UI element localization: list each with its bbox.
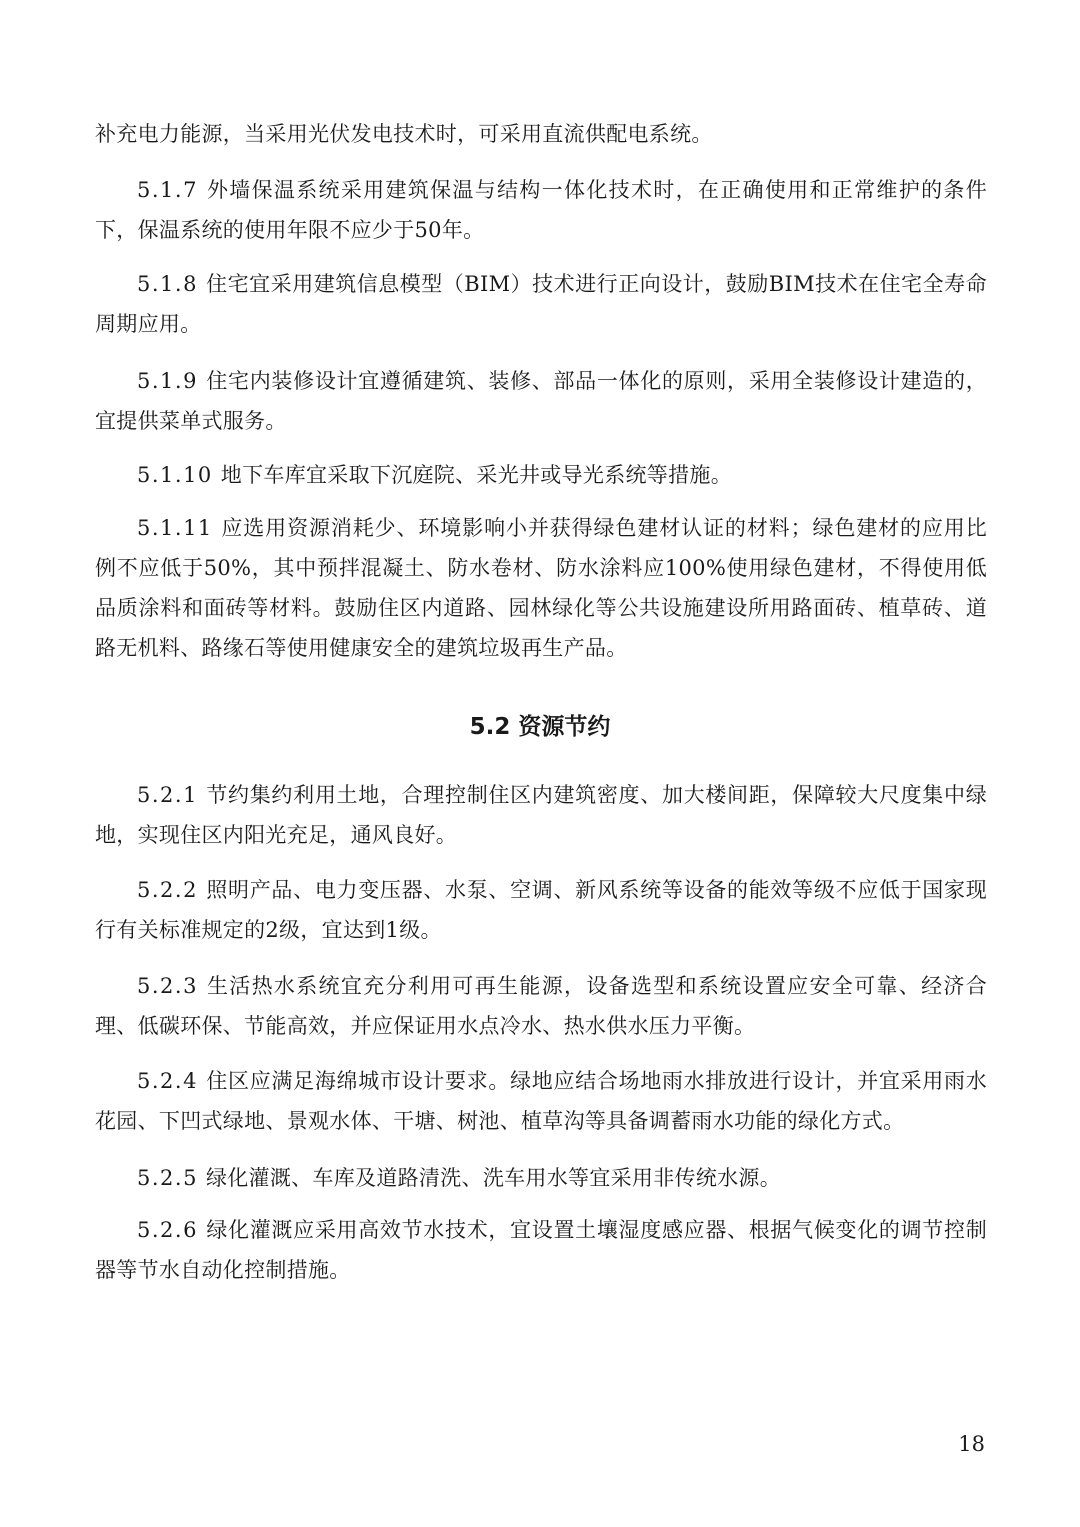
clause-5-2-5	[95, 1158, 987, 1198]
clause-text: 住区应满足海绵城市设计要求。绿地应结合场地雨水排放进行设计，并宜采用雨水花园、下凹式绿地、景观水体、干塘、树池、植草沟等具备调蓄雨水功能的绿化方式。	[95, 1069, 987, 1133]
clause-5-2-4	[95, 1061, 987, 1141]
clause-5-1-11	[95, 508, 987, 668]
paragraph-text: 补充电力能源，当采用光伏发电技术时，可采用直流供配电系统。	[95, 122, 713, 146]
clause-number: 5.2.1	[137, 783, 198, 807]
clause-text: 绿化灌溉、车库及道路清洗、洗车用水等宜采用非传统水源。	[205, 1166, 782, 1190]
clause-text: 住宅内装修设计宜遵循建筑、装修、部品一体化的原则，采用全装修设计建造的，宜提供菜单式服务。	[95, 369, 987, 433]
clause-number: 5.2.2	[137, 878, 198, 902]
clause-text: 应选用资源消耗少、环境影响小并获得绿色建材认证的材料；绿色建材的应用比例不应低于50%，其中预拌混凝土、防水卷材、防水涂料应100%使用绿色建材，不得使用低品质涂料和面砖等材料。鼓励住区内道路、园林绿化等公共设施建设所用路面砖、植草砖、道路无机料、路缘石等使用健康安全的建筑垃圾再生产品。	[95, 516, 987, 660]
clause-number: 5.2.4	[137, 1069, 198, 1093]
clause-5-2-1	[95, 775, 987, 855]
section-heading: 5.2 资源节约	[469, 714, 611, 740]
clause-number: 5.1.11	[137, 516, 213, 540]
clause-5-2-3	[95, 966, 987, 1046]
clause-number: 5.2.3	[137, 974, 198, 998]
clause-5-2-2	[95, 870, 987, 950]
clause-5-2-6	[95, 1210, 987, 1290]
paragraph-continuation	[95, 114, 987, 154]
clause-5-1-7	[95, 170, 987, 250]
clause-5-1-10	[95, 455, 987, 495]
clause-text: 照明产品、电力变压器、水泵、空调、新风系统等设备的能效等级不应低于国家现行有关标准规定的2级，宜达到1级。	[95, 878, 987, 942]
clause-number: 5.1.7	[137, 178, 198, 202]
clause-number: 5.1.9	[137, 369, 198, 393]
clause-text: 住宅宜采用建筑信息模型（BIM）技术进行正向设计，鼓励BIM技术在住宅全寿命周期应用。	[95, 272, 987, 336]
clause-text: 地下车库宜采取下沉庭院、采光井或导光系统等措施。	[220, 463, 732, 487]
clause-number: 5.1.8	[137, 272, 198, 296]
clause-5-1-9	[95, 361, 987, 441]
page-number: 18	[958, 1432, 985, 1456]
clause-text: 节约集约利用土地，合理控制住区内建筑密度、加大楼间距，保障较大尺度集中绿地，实现住区内阳光充足，通风良好。	[95, 783, 987, 847]
clause-text: 绿化灌溉应采用高效节水技术，宜设置土壤湿度感应器、根据气候变化的调节控制器等节水自动化控制措施。	[95, 1218, 987, 1282]
clause-text: 外墙保温系统采用建筑保温与结构一体化技术时，在正确使用和正常维护的条件下，保温系统的使用年限不应少于50年。	[95, 178, 987, 242]
clause-number: 5.2.6	[137, 1218, 198, 1242]
clause-number: 5.1.10	[137, 463, 213, 487]
clause-number: 5.2.5	[137, 1166, 198, 1190]
clause-text: 生活热水系统宜充分利用可再生能源，设备选型和系统设置应安全可靠、经济合理、低碳环保、节能高效，并应保证用水点冷水、热水供水压力平衡。	[95, 974, 987, 1038]
clause-5-1-8	[95, 264, 987, 344]
